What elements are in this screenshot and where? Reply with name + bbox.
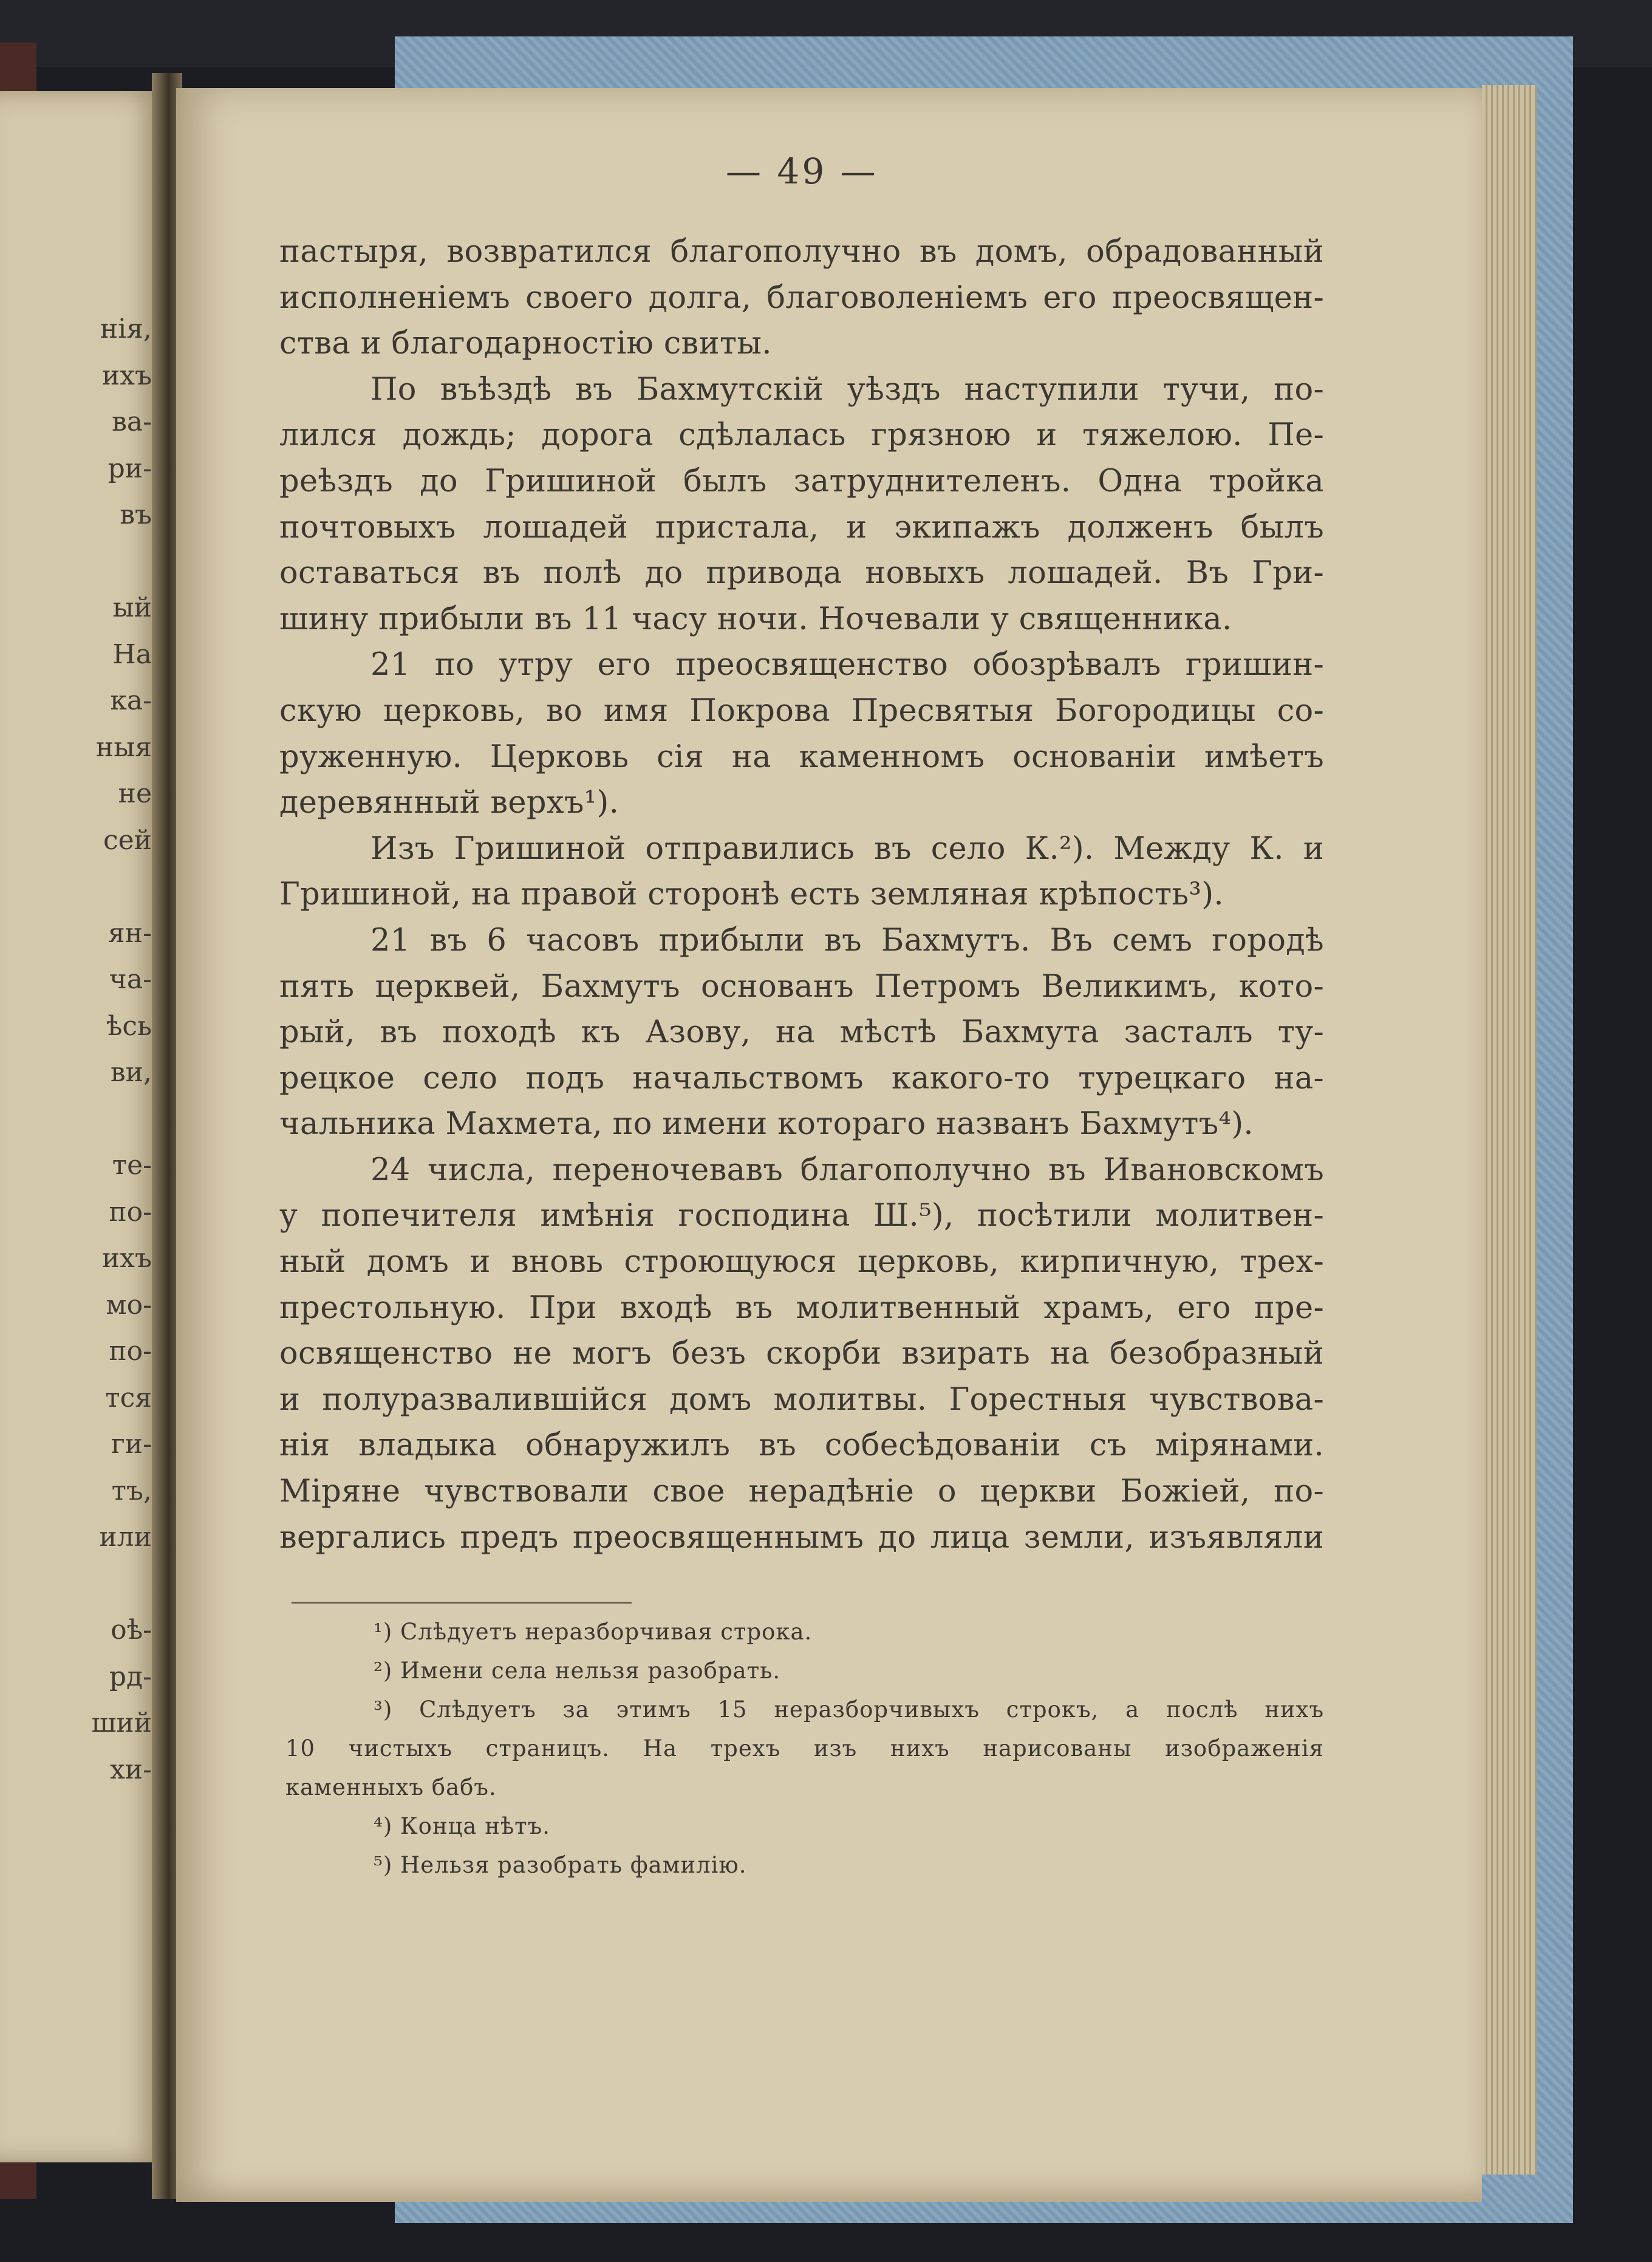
left-fragment: мо- [106,1289,152,1321]
text-line: лился дождь; дорога сдѣлалась грязною и тяжелою. Пе- [279,417,1324,454]
left-fragment: хи- [109,1754,152,1785]
text-line: 21 въ 6 часовъ прибыли въ Бахмутъ. Въ семъ городѣ [370,922,1324,958]
text-line: руженную. Церковь сія на каменномъ основаніи имѣетъ [279,739,1324,775]
left-fragment: ѣсь [106,1010,152,1042]
footnote: каменныхъ бабъ. [285,1774,497,1800]
left-fragment: ча- [109,964,152,995]
text-line: реѣздъ до Гришиной былъ затруднителенъ. Одна тройка [279,463,1324,499]
left-fragment: те- [112,1150,152,1181]
left-fragment: ший [91,1707,152,1738]
text-line: 24 числа, переночевавъ благополучно въ Ивановскомъ [370,1152,1324,1188]
left-fragment: по- [109,1336,152,1367]
left-fragment: нія, [100,313,152,344]
left-fragment: тся [105,1382,152,1413]
left-fragment: въ [120,499,152,530]
text-line: исполненіемъ своего долга, благоволеніемъ его преосвящен- [279,279,1324,316]
left-fragment: ихъ [101,1243,152,1274]
text-line: пять церквей, Бахмутъ основанъ Петромъ Великимъ, кото- [279,968,1324,1005]
left-fragment: ныя [95,731,152,763]
left-fragment: ихъ [101,360,152,391]
left-fragment: ги- [111,1429,152,1460]
text-line: и полуразвалившійся домъ молитвы. Горестныя чувствова- [279,1381,1324,1418]
text-line: престольную. При входѣ въ молитвенный храмъ, его пре- [279,1290,1324,1326]
footnote: ⁵) Нельзя разобрать фамилію. [374,1852,747,1878]
text-line: Міряне чувствовали свое нерадѣніе о церкви Божіей, по- [279,1474,1324,1510]
footnote: ¹) Слѣдуетъ неразборчивая строка. [374,1619,813,1645]
left-fragment: оѣ- [111,1614,152,1645]
left-fragment: рд- [109,1661,152,1692]
text-line: Изъ Гришиной отправились въ село К.²). Между К. и [370,830,1324,867]
left-fragment: не [118,778,152,809]
text-line: нія владыка обнаружилъ въ собесѣдованіи съ мірянами. [279,1427,1324,1464]
text-line: скую церковь, во имя Покрова Пресвятыя Богородицы со- [279,692,1324,729]
text-line: у попечителя имѣнія господина Ш.⁵), посѣтили молитвен- [279,1198,1324,1234]
text-line: освященство не могъ безъ скорби взирать на безобразный [279,1336,1324,1372]
footnotes [285,1613,1324,1885]
left-fragment: ка- [110,685,152,716]
text-line: оставаться въ полѣ до привода новыхъ лошадей. Въ Гри- [279,555,1324,592]
left-fragment: или [99,1522,152,1553]
text-line: вергались предъ преосвященнымъ до лица земли, изъявляли [279,1519,1324,1556]
text-line: Гришиной, на правой сторонѣ есть земляная крѣпость³). [279,876,1224,913]
left-fragment: ый [112,592,152,623]
left-fragment: На [112,638,152,670]
body-text [279,229,1324,1560]
page-number: — 49 — [726,151,878,192]
left-fragment: ри- [108,453,152,484]
left-fragment: ви, [110,1057,152,1088]
left-fragment: ва- [112,406,152,437]
footnote: ⁴) Конца нѣтъ. [374,1813,550,1839]
text-line: почтовыхъ лошадей пристала, и экипажъ долженъ былъ [279,509,1324,545]
left-fragment: сей [103,824,152,856]
text-line: ный домъ и вновь строющуюся церковь, кирпичную, трех- [279,1244,1324,1280]
footnote-rule [292,1602,632,1604]
text-line: рецкое село подъ начальствомъ какого-то турецкаго на- [279,1060,1324,1096]
page-edges [1482,85,1537,2175]
text-line: По въѣздѣ въ Бахмутскій уѣздъ наступили тучи, по- [370,371,1324,408]
left-fragment: по- [109,1196,152,1228]
left-fragment: ян- [108,917,152,949]
text-line: 21 по утру его преосвященство обозрѣвалъ гришин- [370,647,1324,683]
footnote: ²) Имени села нельзя разобрать. [374,1658,781,1684]
text-line: рый, въ походѣ къ Азову, на мѣстѣ Бахмута засталъ ту- [279,1014,1324,1051]
text-line: шину прибыли въ 11 часу ночи. Ночевали у священника. [279,601,1232,637]
text-line: деревянный верхъ¹). [279,785,620,821]
text-line: чальника Махмета, по имени котораго названъ Бахмутъ⁴). [279,1106,1254,1143]
left-fragment: тъ, [111,1475,152,1506]
footnote: ³) Слѣдуетъ за этимъ 15 неразборчивыхъ строкъ, а послѣ нихъ [374,1696,1324,1723]
footnote: 10 чистыхъ страницъ. На трехъ изъ нихъ нарисованы изображенія [285,1735,1324,1761]
text-line: пастыря, возвратился благополучно въ домъ, обрадованный [279,234,1324,270]
left-page [0,91,164,2162]
text-line: ства и благодарностію свиты. [279,326,772,362]
